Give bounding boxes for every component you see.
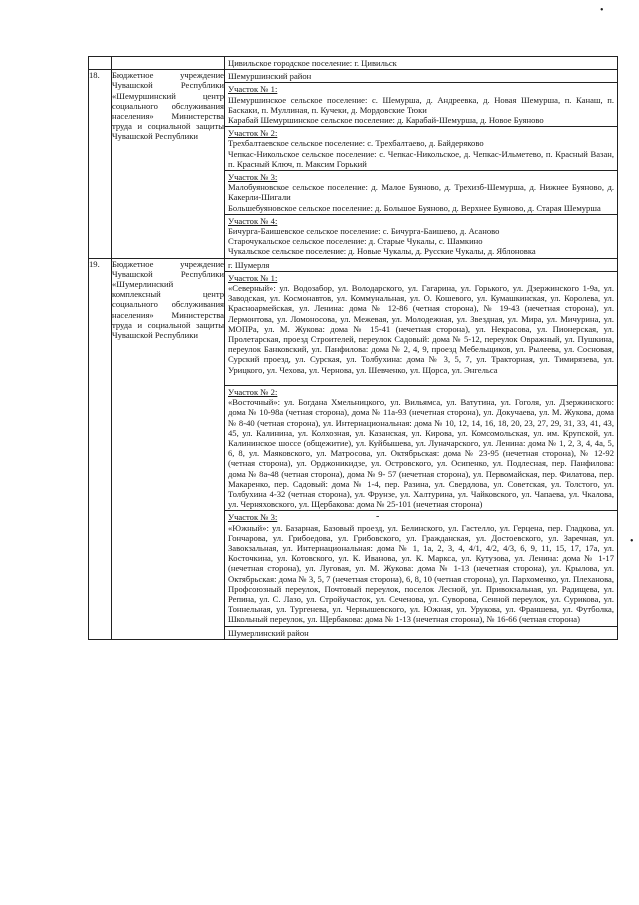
section-line: Бичурга-Баишевское сельское поселение: с. Бичурга-Баишево, д. Асаново [228,226,500,237]
tail-district: Шумерлинский район [228,627,309,638]
institution-name: Бюджетное учреждение Чувашской Республики «Шумерлинский комплексный центр социального обслуживания населения» Министерства труда и социальной защиты Чувашской Республики [112,258,225,639]
scan-mark-mid: - [376,511,380,522]
section-line: Старочукальское сельское поселение: д. Старые Чукалы, с. Шамкино [228,236,483,247]
row-number: 19. [89,258,112,639]
section-line: Карабай Шемуршинское сельское поселение: д. Карабай-Шемурша, д. Новое Буяново [228,115,544,126]
section-1 [225,83,617,127]
section-4 [225,215,617,258]
section-text: «Северный»: ул. Водозабор, ул. Володарского, ул. Гагарина, ул. Горького, ул. Дзержинского 1-9а, ул. Заводская, ул. Космонавтов, ул. Коммунальная, ул. О. Кошевого, ул. Кумашкинская, ул. Королева, ул. Красноармейская, ул. Ленина: дома № 12-86 (четная сторона), № 19-43 (нечетная сторона), ул. Лермонтова, ул. Ломоносова, ул. Межевая, ул. Молодежная, ул. Звездная, ул. Мира, ул. Мичурина, ул. МОПРа, ул. М. Жукова: дома № 15-41 (нечетная сторона), ул. Некрасова, ул. Пионерская, ул. Пролетарская, проезд Строителей, переулок Садовый: дома № 5-12, переулок Овражный, ул. Пушкина, переулок Банковский, ул. Панфилова: дома № 2, 4, 9, проезд Мебельщиков, ул. Рылеева, ул. Сосновая, Сурский проезд, ул. Сурская, ул. Толбухина: дома № 3, 5, 7, ул. Тракторная, ул. Тимирязева, ул. Урицкого, ул. Чехова, ул. Чернова, ул. Шевченко, ул. Щорса, ул. Энгельса [228,283,614,375]
section-line: Трехбалтаевское сельское поселение: с. Трехбалтаево, д. Байдеряково [228,138,484,149]
settlement-line: Цивильское городское поселение: г. Цивильск [228,58,397,68]
section-1 [225,272,617,386]
scan-dot: • [600,5,604,16]
section-3 [225,511,617,626]
section-line: Малобуяновское сельское поселение: д. Малое Буяново, д. Трехизб-Шемурша, д. Нижнее Буяново, д. Какерли-Шигали [228,182,614,203]
section-line: Чукальское сельское поселение: д. Новые Чукалы, д. Русские Чукалы, д. Яблоновка [228,246,536,257]
section-line: Шемуршинское сельское поселение: с. Шемурша, д. Андреевка, д. Новая Шемурша, п. Канаш, п. Баскаки, п. Муллиная, п. Кучеки, д. Мордовские Тюки [228,94,614,115]
section-title: Участок № 2: [228,128,278,139]
institution-name: Бюджетное учреждение Чувашской Республики «Шемуршинский центр социального обслуживания населения» Министерства труда и социальной защиты Чувашской Республики [112,70,225,258]
section-text: «Южный»: ул. Базарная, Базовый проезд, ул. Белинского, ул. Гастелло, ул. Герцена, пер. Гладкова, ул. Гончарова, ул. Грибоедова, ул. Грибовского, ул. Гражданская, ул. Достоевского, ул. Заречная, ул. Завокзальная, ул. Интернациональная: дома № 1, 1а, 2, 3, 4, 4/1, 4/2, 4/3, 6, 9, 11, 15, 17, 17а, ул. Косточкина, ул. Котовского, ул. К. Иванова, ул. К. Маркса, ул. Кутузова, ул. Ленина: дома № 1-17 (нечетная сторона), ул. Луговая, ул. М. Жукова: дома № 1-13 (нечетная сторона), ул. Крылова, ул. Октябрьская: дома № 3, 5, 7 (нечетная сторона), 6, 8, 10 (четная сторона), ул. Пархоменко, ул. Плеханова, Профсоюзный переулок, Почтовый переулок, поселок Лесной, ул. Привокзальная, ул. Радищева, ул. Репина, ул. С. Лазо, ул. Стройучасток, ул. Сеченова, ул. Суворова, Сенной переулок, ул. Сурикова, ул. Тоннельная, ул. Тургенева, ул. Чернышевского, ул. Южная, ул. Урукова, ул. Франшева, ул. Футболка, Школьный переулок, ул. Щербакова: дома № 1-13 (нечетная сторона), № 16-66 (четная сторона) [228,522,614,625]
section-2 [225,386,617,511]
district-cell [225,70,618,258]
table-row-18 [89,70,618,258]
assignment-table [88,56,618,640]
section-text: «Восточный»: ул. Богдана Хмельницкого, ул. Вильямса, ул. Ватутина, ул. Гоголя, ул. Дзержинского: дома № 10-98а (четная сторона), дома № 11а-93 (нечетная сторона), ул. Докучаева, ул. М. Жукова, дома № 8-40 (четная сторона), ул. Интернациональная: дома № 10, 12, 14, 16, 18, 20, 23, 27, 29, 31, 33, 41, 43, 45, ул. Калинина, ул. Колхозная, ул. Казанская, ул. Кирова, ул. Комсомольская, ул. им. Крупской, ул. Калининское шоссе (общежитие), ул. Куйбышева, ул. Луначарского, ул. Ленина: дома № 1, 2, 3, 4, 4а, 5, 6, 8, ул. Маяковского, ул. Матросова, ул. Октябрьская: дома № 23-95 (нечетная сторона), № 12-92 (четная сторона), ул. Орджоникидзе, ул. Островского, ул. Осипенко, ул. Подлесная, пер. Панфилова: дома № 8а-48 (четная сторона), дома № 9- 57 (нечетная сторона), ул. Первомайская, пер. Филатова, пер. Макаренко, пер. Садовый: дома № 1-4, пер. Разина, ул. Свердлова, ул. Советская, ул. Толстого, ул. Толбухина 4-32 (четная сторона), ул. Фрунзе, ул. Халтурина, ул. Чайковского, ул. Чапаева, ул. Чкалова, ул. Черняховского, ул. Щербакова: дома № 25-101 (нечетная сторона) [228,397,614,510]
section-3 [225,171,617,215]
section-title: Участок № 1: [228,272,278,283]
district-name: Шемуршинский район [225,70,617,83]
district-name: г. Шумерля [225,259,617,272]
scan-mark: • [630,536,634,547]
table-row [89,57,618,70]
section-title: Участок № 2: [228,386,278,397]
section-title: Участок № 3: [228,512,278,523]
row-number: 18. [89,70,112,258]
table-row-19 [89,258,618,639]
section-title: Участок № 4: [228,215,278,226]
section-line: Чепкас-Никольское сельское поселение: с. Чепкас-Никольское, д. Чепкас-Ильметево, п. Красный Вазан, п. Красный Ключ, п. Максим Горький [228,148,614,169]
section-2 [225,127,617,171]
district-cell [225,258,618,639]
section-line: Большебуяновское сельское поселение: д. Большое Буяново, д. Верхнее Буяново, д. Старая Шемурша [228,202,601,213]
section-title: Участок № 3: [228,172,278,183]
section-title: Участок № 1: [228,84,278,95]
